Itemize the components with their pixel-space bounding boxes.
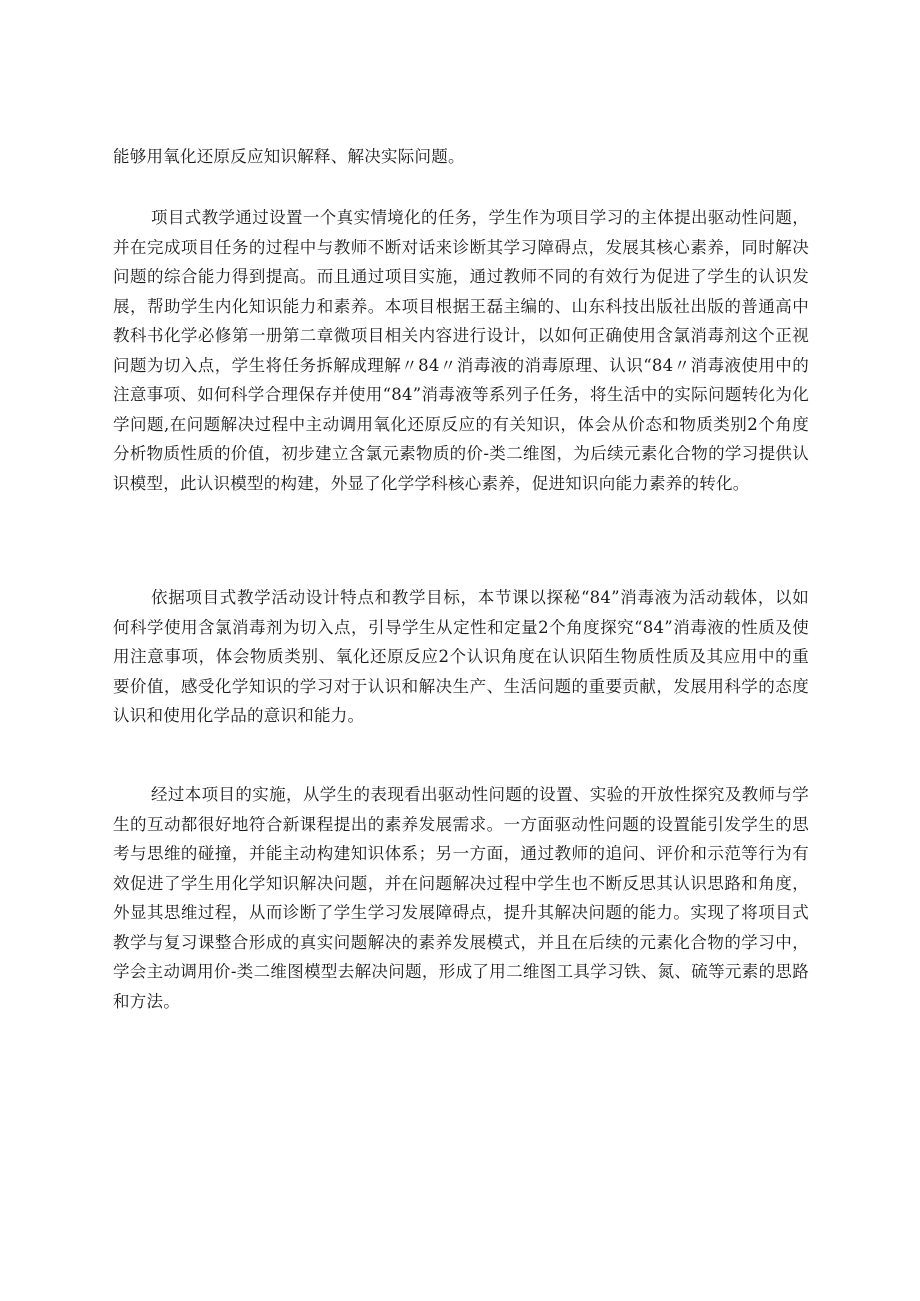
paragraph-project-teaching xyxy=(113,203,809,498)
paragraph-text: 经过本项目的实施，从学生的表现看出驱动性问题的设置、实验的开放性探究及教师与学生的互动都很好地符合新课程提出的素养发展需求。一方面驱动性问题的设置能引发学生的思考与思维的碰撞，并能主动构建知识体系；另一方面，通过教师的追问、评价和示范等行为有效促进了学生用化学知识解决问题，并在问题解决过程中学生也不断反思其认识思路和角度，外显其思维过程，从而诊断了学生学习发展障碍点，提升其解决问题的能力。实现了将项目式教学与复习课整合形成的真实问题解决的素养发展模式，并且在后续的元素化合物的学习中，学会主动调用价-类二维图模型去解决问题，形成了用二维图工具学习铁、氮、硫等元素的思路和方法。 xyxy=(113,785,809,1011)
paragraph-continuation xyxy=(113,142,809,172)
paragraph-text: 依据项目式教学活动设计特点和教学目标，本节课以探秘“84”消毒液为活动载体，以如何科学使用含氯消毒剂为切入点，引导学生从定性和定量2个角度探究“84”消毒液的性质及使用注意事项，体会物质类别、氧化还原反应2个认识角度在认识陌生物质性质及其应用中的重要价值，感受化学知识的学习对于认识和解决生产、生活问题的重要贡献，发展用科学的态度认识和使用化学品的意识和能力。 xyxy=(113,588,809,725)
paragraph-implementation-results xyxy=(113,780,809,1016)
paragraph-text: 项目式教学通过设置一个真实情境化的任务，学生作为项目学习的主体提出驱动性问题，并在完成项目任务的过程中与教师不断对话来诊断其学习障碍点，发展其核心素养，同时解决问题的综合能力得到提高。而且通过项目实施，通过教师不同的有效行为促进了学生的认识发展，帮助学生内化知识能力和素养。本项目根据王磊主编的、山东科技出版社出版的普通高中教科书化学必修第一册第二章微项目相关内容进行设计，以如何正确使用含氯消毒剂这个正视问题为切入点，学生将任务拆解成理解〃84〃消毒液的消毒原理、认识“84〃消毒液使用中的注意事项、如何科学合理保存并使用“84”消毒液等系列子任务，将生活中的实际问题转化为化学问题,在问题解决过程中主动调用氧化还原反应的有关知识，体会从价态和物质类别2个角度分析物质性质的价值，初步建立含氯元素物质的价-类二维图，为后续元素化合物的学习提供认识模型，此认识模型的构建，外显了化学学科核心素养，促进知识向能力素养的转化。 xyxy=(113,208,809,493)
paragraph-lesson-design xyxy=(113,583,809,731)
paragraph-text: 能够用氧化还原反应知识解释、解决实际问题。 xyxy=(113,147,465,166)
